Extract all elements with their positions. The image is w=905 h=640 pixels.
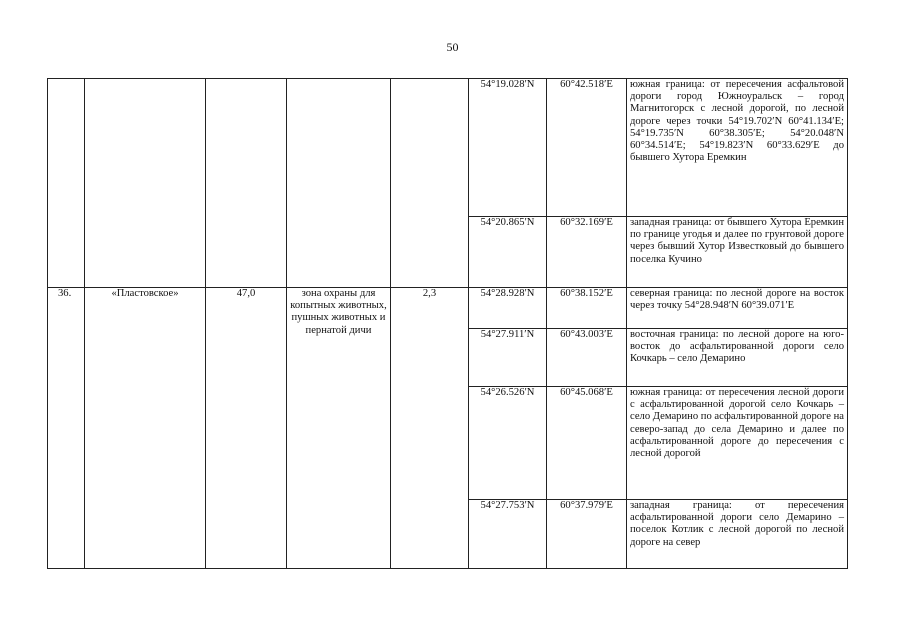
longitude-cell: 60°32.169′E	[547, 217, 627, 288]
entry-area-cell	[206, 79, 287, 288]
latitude-cell: 54°27.753′N	[469, 500, 547, 569]
entry-name-cell	[85, 79, 206, 288]
boundary-description: южная граница: от пересечения асфальтовой дороги город Южноуральск – город Магнитогорск с лесной дорогой, по лесной дороге через точки 54°19.702′N 60°41.134′E; 54°19.735′N 60°38.305′E; 54°20.048′N 60°34.514′E; 54°19.823′N 60°33.629′E до бывшего Хутора Еремкин	[627, 79, 848, 217]
table-row	[48, 288, 848, 329]
zone-type: зона охраны для копытных животных, пушных животных и пернатой дичи	[287, 288, 391, 569]
page-number: 50	[446, 40, 459, 54]
entry-number: 36.	[48, 288, 85, 569]
longitude-cell: 60°42.518′E	[547, 79, 627, 217]
longitude-cell: 60°45.068′E	[547, 387, 627, 500]
entry-name: «Пластовское»	[85, 288, 206, 569]
boundary-description: северная граница: по лесной дороге на восток через точку 54°28.948′N 60°39.071′E	[627, 288, 848, 329]
boundary-description: западная граница: от бывшего Хутора Еремкин по границе угодья и далее по грунтовой дороге через бывший Хутор Известковый до бывшего поселка Кучино	[627, 217, 848, 288]
entry-number-cell	[48, 79, 85, 288]
boundary-description: южная граница: от пересечения лесной дороги с асфальтированной дорогой село Кочкарь – село Демарино по асфальтированной дороге на северо-запад до села Демарино и далее по асфальтированной дороге до пересечения с лесной дорогой	[627, 387, 848, 500]
boundary-description: восточная граница: по лесной дороге на юго-восток до асфальтированной дороги село Кочкарь – село Демарино	[627, 329, 848, 387]
longitude-cell: 60°38.152′E	[547, 288, 627, 329]
latitude-cell: 54°20.865′N	[469, 217, 547, 288]
boundary-description: западная граница: от пересечения асфальтированной дороги село Демарино – поселок Котлик с лесной дорогой по лесной дороге на север	[627, 500, 848, 569]
longitude-cell: 60°43.003′E	[547, 329, 627, 387]
zone-area: 2,3	[391, 288, 469, 569]
hunting-grounds-table	[47, 78, 848, 569]
entry-area: 47,0	[206, 288, 287, 569]
zone-area-cell	[391, 79, 469, 288]
latitude-cell: 54°28.928′N	[469, 288, 547, 329]
latitude-cell: 54°19.028′N	[469, 79, 547, 217]
table-row	[48, 79, 848, 217]
zone-type-cell	[287, 79, 391, 288]
longitude-cell: 60°37.979′E	[547, 500, 627, 569]
latitude-cell: 54°26.526′N	[469, 387, 547, 500]
latitude-cell: 54°27.911′N	[469, 329, 547, 387]
